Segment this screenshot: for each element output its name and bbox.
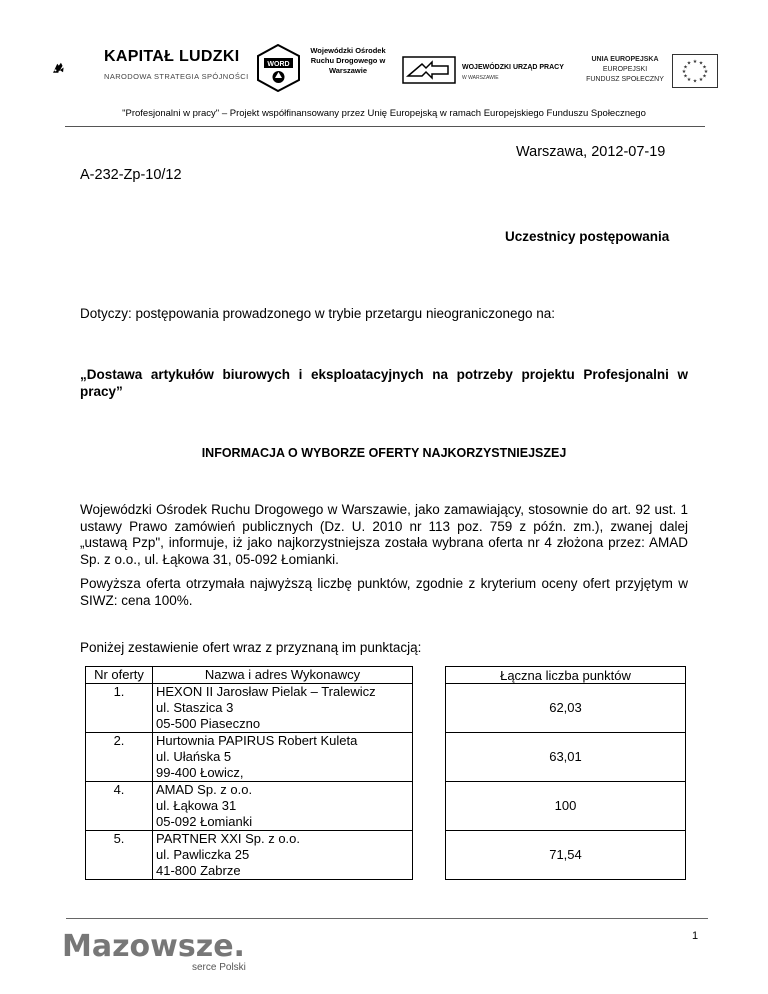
offer-points: 71,54 bbox=[446, 831, 686, 880]
svg-text:WORD: WORD bbox=[267, 61, 290, 68]
ue-title: UNIA EUROPEJSKA bbox=[591, 56, 659, 63]
paragraph-2: Powyższa oferta otrzymała najwyższą liczbę punktów, zgodnie z kryterium oceny ofert przyjętym w SIWZ: cena 100%. bbox=[80, 576, 688, 608]
offer-contractor bbox=[153, 684, 413, 733]
svg-text:★: ★ bbox=[692, 59, 698, 65]
header-points: Łączna liczba punktów bbox=[446, 667, 686, 684]
header-spacer bbox=[413, 667, 446, 684]
svg-text:★: ★ bbox=[702, 73, 707, 80]
contractor-street: ul. Ułańska 5 bbox=[156, 749, 232, 764]
wup-logo bbox=[402, 56, 456, 84]
offer-nr: 5. bbox=[86, 831, 153, 880]
word-name: Wojewódzki Ośrodek Ruchu Drogowego w Warszawie bbox=[310, 46, 386, 75]
svg-text:★: ★ bbox=[683, 64, 688, 71]
tender-subject: „Dostawa artykułów biurowych i eksploatacyjnych na potrzeby projektu Profesjonalni w pracy” bbox=[80, 367, 688, 399]
mazowsze-tagline: serce Polski bbox=[192, 962, 246, 973]
wup-subtitle: W WARSZAWIE bbox=[462, 75, 499, 81]
offer-nr: 4. bbox=[86, 782, 153, 831]
eu-flag-icon bbox=[672, 54, 718, 88]
offer-contractor bbox=[153, 733, 413, 782]
contractor-city: 05-500 Piaseczno bbox=[156, 716, 261, 731]
contractor-name: PARTNER XXI Sp. z o.o. bbox=[156, 831, 301, 846]
offer-points: 62,03 bbox=[446, 684, 686, 733]
offer-contractor bbox=[153, 782, 413, 831]
offer-points: 63,01 bbox=[446, 733, 686, 782]
table-intro: Poniżej zestawienie ofert wraz z przyznaną im punktacją: bbox=[80, 640, 422, 655]
ue-text bbox=[580, 55, 670, 85]
contractor-name: Hurtownia PAPIRUS Robert Kuleta bbox=[156, 733, 358, 748]
table-header-row bbox=[86, 667, 686, 684]
kapital-ludzki-title: KAPITAŁ LUDZKI bbox=[104, 48, 240, 65]
ue-line2: FUNDUSZ SPOŁECZNY bbox=[586, 76, 664, 83]
table-row bbox=[86, 733, 686, 782]
svg-text:★: ★ bbox=[692, 78, 698, 85]
svg-text:★: ★ bbox=[681, 69, 687, 75]
offer-contractor bbox=[153, 831, 413, 880]
document-heading: INFORMACJA O WYBORZE OFERTY NAJKORZYSTNIEJSZEJ bbox=[201, 446, 567, 460]
header-divider bbox=[65, 126, 705, 127]
svg-text:★: ★ bbox=[686, 60, 692, 67]
ue-line1: EUROPEJSKI bbox=[602, 66, 648, 73]
offer-nr: 2. bbox=[86, 733, 153, 782]
contractor-city: 99-400 Łowicz, bbox=[156, 765, 244, 780]
word-logo bbox=[256, 44, 301, 92]
table-row bbox=[86, 831, 686, 880]
offers-table bbox=[85, 666, 686, 880]
kapital-ludzki-logo bbox=[52, 46, 102, 90]
contractor-name: HEXON II Jarosław Pielak – Tralewicz bbox=[156, 684, 376, 699]
kapital-ludzki-subtitle: NARODOWA STRATEGIA SPÓJNOŚCI bbox=[104, 72, 249, 81]
page-number: 1 bbox=[692, 930, 699, 942]
svg-text:★: ★ bbox=[703, 69, 709, 75]
svg-text:★: ★ bbox=[698, 77, 704, 83]
regarding-line: Dotyczy: postępowania prowadzonego w trybie przetargu nieograniczonego na: bbox=[80, 306, 556, 321]
wup-title: WOJEWÓDZKI URZĄD PRACY bbox=[462, 64, 564, 71]
contractor-city: 41-800 Zabrze bbox=[156, 863, 241, 878]
header-nr: Nr oferty bbox=[86, 667, 153, 684]
svg-text:★: ★ bbox=[702, 64, 707, 71]
mazowsze-logo-text: Mazowsze. bbox=[62, 929, 245, 964]
table-row bbox=[86, 684, 686, 733]
contractor-street: ul. Staszica 3 bbox=[156, 700, 234, 715]
letter-date: Warszawa, 2012-07-19 bbox=[516, 144, 666, 160]
mazowsze-logo bbox=[62, 928, 272, 988]
contractor-city: 05-092 Łomianki bbox=[156, 814, 253, 829]
header-name: Nazwa i adres Wykonawcy bbox=[153, 667, 413, 684]
svg-text:★: ★ bbox=[686, 77, 692, 83]
recipients: Uczestnicy postępowania bbox=[505, 229, 670, 244]
svg-text:★: ★ bbox=[683, 73, 688, 80]
contractor-street: ul. Pawliczka 25 bbox=[156, 847, 250, 862]
project-line: "Profesjonalni w pracy" – Projekt współfinansowany przez Unię Europejską w ramach Europejskiego Funduszu Społecznego bbox=[122, 108, 646, 119]
footer-divider bbox=[66, 918, 708, 919]
contractor-street: ul. Łąkowa 31 bbox=[156, 798, 237, 813]
offer-nr: 1. bbox=[86, 684, 153, 733]
table-row bbox=[86, 782, 686, 831]
reference-number: A-232-Zp-10/12 bbox=[80, 167, 182, 183]
paragraph-1: Wojewódzki Ośrodek Ruchu Drogowego w Warszawie, jako zamawiający, stosownie do art. 92 ust. 1 ustawy Prawo zamówień publicznych (Dz. U. 2010 nr 113 poz. 759 z późn. zm.), zwanej dalej „ustawą Pzp", informuje, iż jako najkorzystniejsza została wybrana oferta nr 4 złożona przez: AMAD Sp. z o.o., ul. Łąkowa 31, 05-092 Łomianki. bbox=[80, 502, 688, 567]
offer-points: 100 bbox=[446, 782, 686, 831]
svg-text:★: ★ bbox=[698, 60, 704, 67]
contractor-name: AMAD Sp. z o.o. bbox=[156, 782, 253, 797]
